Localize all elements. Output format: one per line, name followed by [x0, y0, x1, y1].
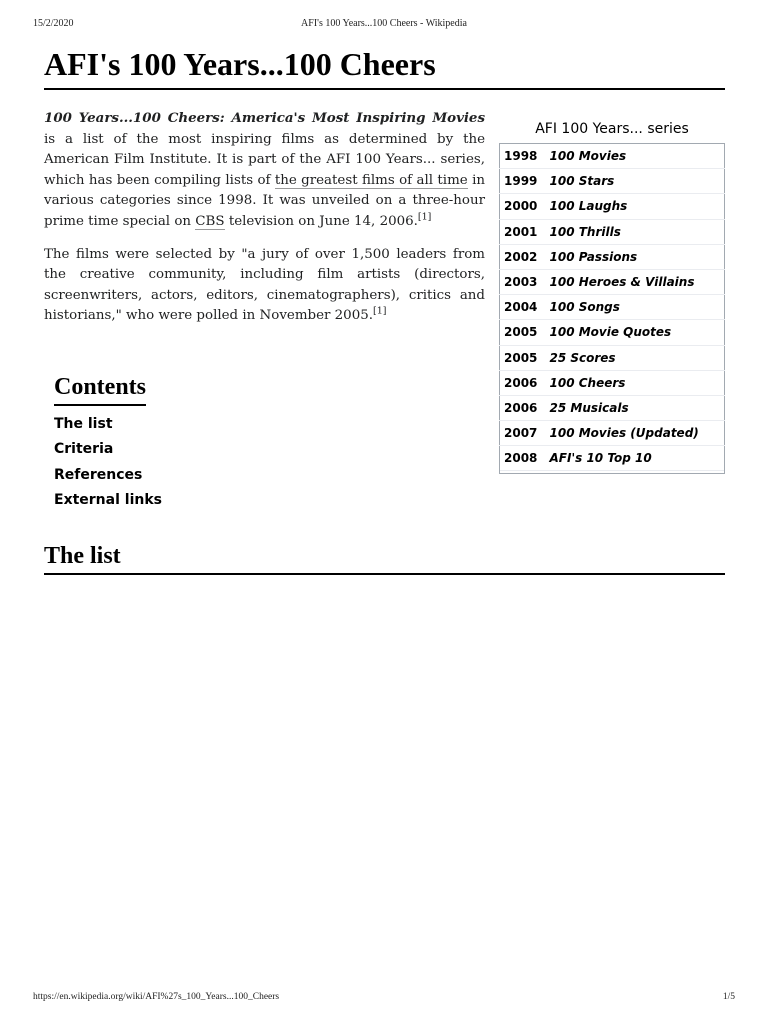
series-name-link[interactable]: 100 Passions	[546, 244, 725, 269]
toc-item-the-list[interactable]: The list	[54, 416, 113, 432]
toc-item-external-links[interactable]: External links	[54, 491, 162, 508]
series-year: 2002	[500, 244, 546, 269]
print-header	[33, 18, 735, 32]
series-row[interactable]	[500, 370, 725, 395]
series-year: 2005	[500, 320, 546, 345]
intro-text-2: in various categories since 1998. It was unveiled on a three-hour prime time special on	[44, 172, 485, 229]
series-infobox	[499, 116, 725, 474]
infobox-footer	[499, 470, 725, 474]
section-title-the-list: The list	[44, 540, 725, 575]
toc-title: Contents	[54, 372, 146, 406]
series-year: 2004	[500, 295, 546, 320]
series-year: 2006	[500, 395, 546, 420]
toc-list	[54, 412, 162, 513]
series-row[interactable]	[500, 144, 725, 169]
toc-item-criteria[interactable]: Criteria	[54, 441, 114, 458]
intro-text-1: is a list of the most inspiring films as determined by the American Film Institute. It is part of the AFI 100 Years... series, which has been compiling lists of	[44, 131, 485, 188]
series-name-link[interactable]: 25 Musicals	[546, 395, 725, 420]
series-name-link[interactable]: 100 Thrills	[546, 219, 725, 244]
series-row[interactable]	[500, 219, 725, 244]
series-year: 1998	[500, 144, 546, 169]
series-year: 2008	[500, 446, 546, 471]
series-name-link[interactable]: 100 Movie Quotes	[546, 320, 725, 345]
series-year: 2007	[500, 421, 546, 446]
greatest-films-link[interactable]: the greatest films of all time	[274, 172, 468, 188]
print-url: https://en.wikipedia.org/wiki/AFI%27s_100_Years...100_Cheers	[33, 992, 280, 1002]
intro-paragraph-1	[44, 108, 485, 233]
reference-1-second[interactable]: [1]	[373, 305, 387, 317]
print-footer	[33, 992, 735, 1006]
series-name-link[interactable]: 100 Stars	[546, 169, 725, 194]
series-row[interactable]	[500, 395, 725, 420]
print-date: 15/2/2020	[33, 18, 74, 29]
print-page-number: 1/5	[722, 992, 735, 1002]
intro-text	[44, 108, 485, 339]
series-row[interactable]	[500, 269, 725, 294]
series-row[interactable]	[500, 345, 725, 370]
series-table	[499, 143, 725, 471]
table-of-contents	[54, 372, 162, 513]
print-page-title: AFI's 100 Years...100 Cheers - Wikipedia	[301, 18, 467, 29]
series-row[interactable]	[500, 169, 725, 194]
series-year: 2003	[500, 269, 546, 294]
series-year: 2001	[500, 219, 546, 244]
series-name-link[interactable]: 100 Laughs	[546, 194, 725, 219]
series-row[interactable]	[500, 295, 725, 320]
series-year: 2006	[500, 370, 546, 395]
intro-lead: 100 Years...100 Cheers: America's Most Inspiring Movies	[44, 110, 485, 126]
series-name-link[interactable]: AFI's 10 Top 10	[546, 446, 725, 471]
intro-text-3: television on June 14, 2006.	[224, 213, 418, 229]
series-row[interactable]	[500, 421, 725, 446]
series-name-link[interactable]: 100 Cheers	[546, 370, 725, 395]
page-title: AFI's 100 Years...100 Cheers	[44, 44, 725, 90]
series-name-link[interactable]: 100 Movies	[546, 144, 725, 169]
series-year: 2000	[500, 194, 546, 219]
toc-item-references[interactable]: References	[54, 466, 143, 483]
intro-paragraph-2	[44, 245, 485, 327]
series-year: 2005	[500, 345, 546, 370]
intro-p2-text: The films were selected by "a jury of over 1,500 leaders from the creative community, including film artists (directors, screenwriters, actors, editors, cinematographers), critics and historians," who were polled in November 2005.	[44, 246, 485, 324]
series-name-link[interactable]: 100 Songs	[546, 295, 725, 320]
cbs-link[interactable]: CBS	[195, 213, 225, 229]
series-row[interactable]	[500, 244, 725, 269]
series-name-link[interactable]: 100 Heroes & Villains	[546, 269, 725, 294]
series-row[interactable]	[500, 446, 725, 471]
series-name-link[interactable]: 25 Scores	[546, 345, 725, 370]
series-year: 1999	[500, 169, 546, 194]
series-row[interactable]	[500, 194, 725, 219]
infobox-title: AFI 100 Years... series	[535, 121, 689, 137]
reference-1[interactable]: [1]	[417, 211, 432, 223]
series-row[interactable]	[500, 320, 725, 345]
series-name-link[interactable]: 100 Movies (Updated)	[546, 421, 725, 446]
